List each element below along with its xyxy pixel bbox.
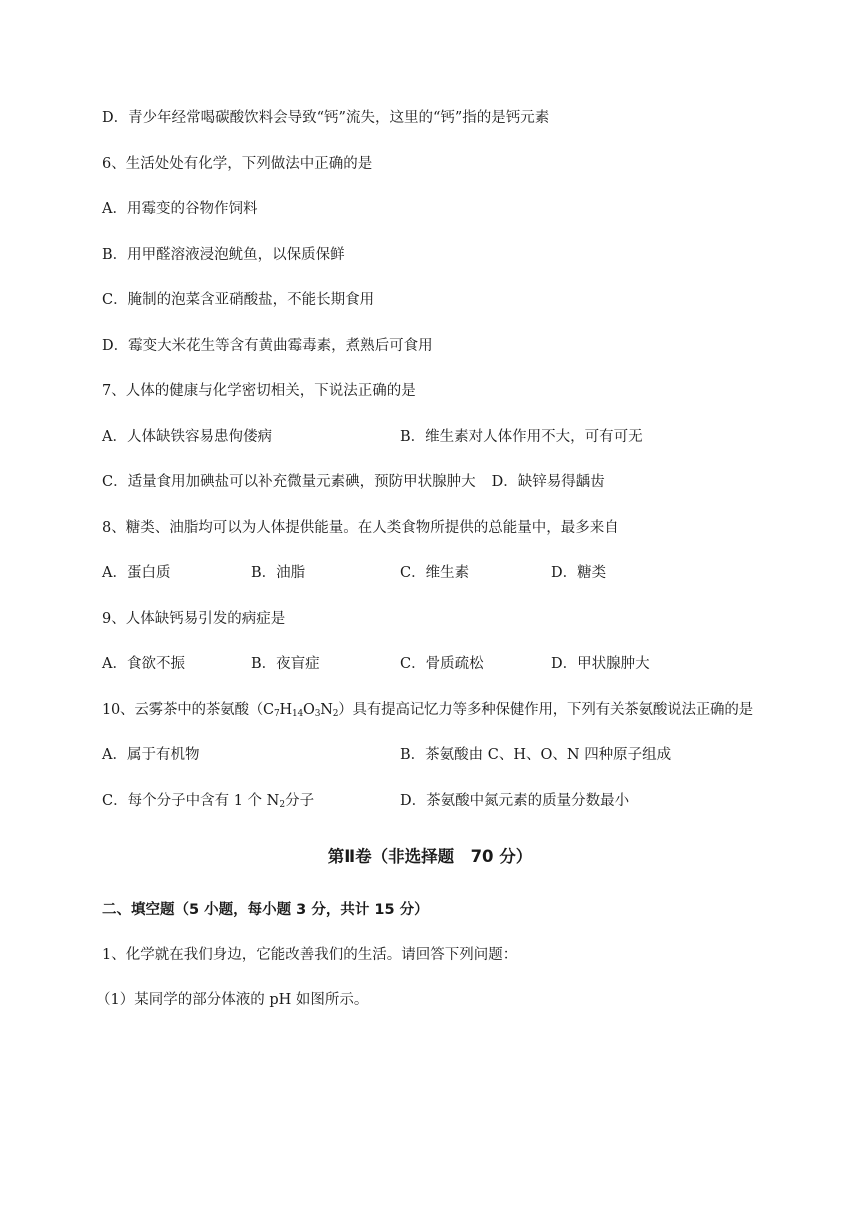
q10-subscript: 2: [332, 709, 339, 719]
q10-stem-suffix: ）具有提高记忆力等多种保健作用，下列有关茶氨酸说法正确的是: [338, 702, 753, 718]
q10-element-n: N: [320, 702, 333, 718]
q10-stem: [102, 700, 753, 720]
q7-stem: 7、人体的健康与化学密切相关，下说法正确的是: [102, 383, 416, 399]
q6-option-a: A．用霉变的谷物作饲料: [102, 201, 258, 217]
q8-stem: 8、糖类、油脂均可以为人体提供能量。在人类食物所提供的总能量中，最多来自: [102, 520, 619, 536]
q6-option-d: D．霉变大米花生等含有黄曲霉毒素，煮熟后可食用: [102, 338, 433, 354]
q10-option-d: D．茶氨酸中氮元素的质量分数最小: [400, 793, 630, 809]
q10-subscript: 3: [314, 709, 321, 719]
q10-option-c-subscript: 2: [279, 800, 286, 810]
q10-option-c: [102, 791, 314, 811]
q6-option-c: C．腌制的泡菜含亚硝酸盐，不能长期食用: [102, 292, 375, 308]
q6-option-b: B．用甲醛溶液浸泡鱿鱼，以保质保鲜: [102, 247, 345, 263]
q8-option-d: D．糖类: [551, 565, 607, 581]
q10-stem-prefix: 10、云雾茶中的茶氨酸（C: [102, 702, 274, 718]
q7-option-c: C．适量食用加碘盐可以补充微量元素碘，预防甲状腺肿大: [102, 474, 476, 490]
part-2-title: 第Ⅱ卷（非选择题 70 分）: [327, 847, 533, 866]
q10-option-a: A．属于有机物: [102, 747, 200, 763]
q10-option-c-prefix: C．每个分子中含有 1 个 N: [102, 793, 280, 809]
q8-option-c: C．维生素: [400, 565, 470, 581]
fill-q1-stem: 1、化学就在我们身边，它能改善我们的生活。请回答下列问题：: [102, 947, 518, 963]
q7-option-b: B．维生素对人体作用不大，可有可无: [400, 429, 643, 445]
q9-option-a: A．食欲不振: [102, 656, 185, 672]
section-heading-fill-in: 二、填空题（5 小题，每小题 3 分，共计 15 分）: [102, 902, 429, 918]
q5-option-d: D．青少年经常喝碳酸饮料会导致“钙”流失，这里的“钙”指的是钙元素: [102, 110, 550, 126]
q10-subscript: 7: [273, 709, 280, 719]
q7-option-a: A．人体缺铁容易患佝偻病: [102, 429, 272, 445]
q10-option-b: B．茶氨酸由 C、H、O、N 四种原子组成: [400, 747, 672, 763]
q9-stem: 9、人体缺钙易引发的病症是: [102, 611, 286, 627]
q10-element-h: H: [279, 702, 292, 718]
q10-option-c-suffix: 分子: [285, 793, 315, 809]
fill-q1-sub1: （1）某同学的部分体液的 pH 如图所示。: [96, 992, 369, 1008]
q7-options-row-2: [102, 472, 605, 492]
q6-stem: 6、生活处处有化学，下列做法中正确的是: [102, 156, 373, 172]
q9-option-b: B．夜盲症: [251, 656, 320, 672]
q9-option-c: C．骨质疏松: [400, 656, 484, 672]
q10-element-o: O: [303, 702, 315, 718]
q10-subscript: 14: [291, 709, 303, 719]
q8-option-a: A．蛋白质: [102, 565, 171, 581]
q9-option-d: D．甲状腺肿大: [551, 656, 650, 672]
q7-option-d: D．缺锌易得龋齿: [491, 474, 605, 490]
q8-option-b: B．油脂: [251, 565, 306, 581]
